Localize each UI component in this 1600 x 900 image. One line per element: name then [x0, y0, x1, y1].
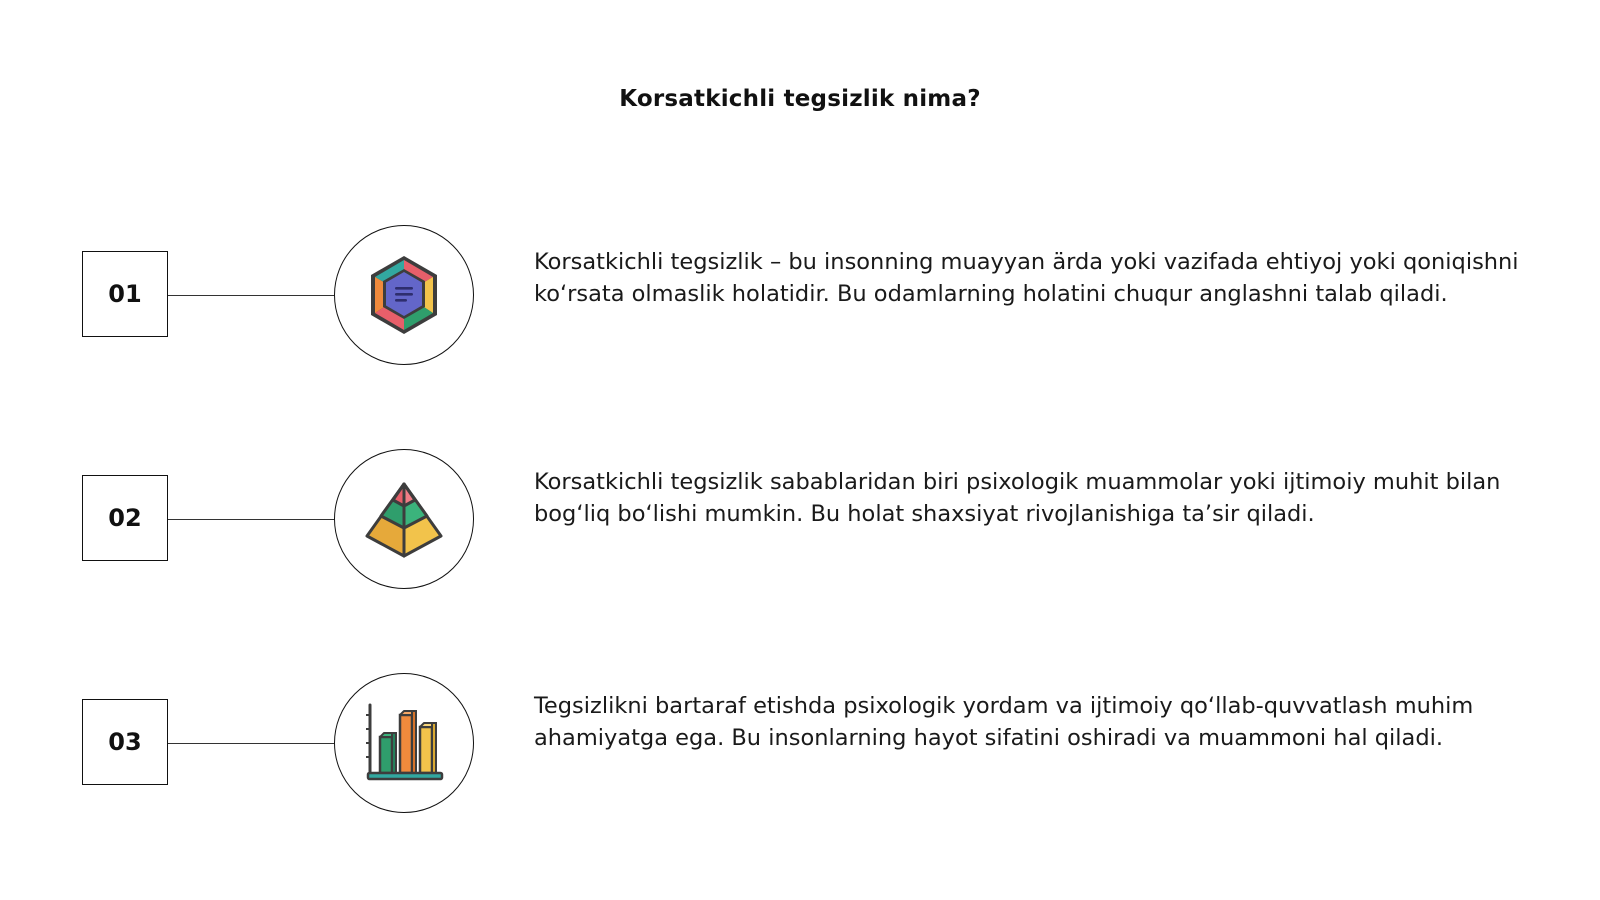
- list-item: [0, 673, 1600, 813]
- item-number-box: 01: [82, 251, 168, 337]
- connector-line: [168, 295, 334, 296]
- item-number-box: 02: [82, 475, 168, 561]
- connector-line: [168, 519, 334, 520]
- list-item: [0, 449, 1600, 589]
- page-title: Korsatkichli tegsizlik nima?: [619, 86, 981, 112]
- bar-chart-icon: [334, 673, 474, 813]
- item-description: Korsatkichli tegsizlik sabablaridan biri psixologik muammolar yoki ijtimoiy muhit bilan bog‘liq bo‘lishi mumkin. Bu holat shaxsiyat rivojlanishiga ta’sir qiladi.: [534, 469, 1501, 527]
- item-number-box: 03: [82, 699, 168, 785]
- connector-line: [168, 743, 334, 744]
- list-item: [0, 225, 1600, 365]
- pyramid-icon: [334, 449, 474, 589]
- item-description: Tegsizlikni bartaraf etishda psixologik yordam va ijtimoiy qo‘llab-quvvatlash muhim ahamiyatga ega. Bu insonlarning hayot sifatini oshiradi va muammoni hal qiladi.: [534, 693, 1474, 751]
- hexagon-document-icon: [334, 225, 474, 365]
- item-description: Korsatkichli tegsizlik – bu insonning muayyan ärda yoki vazifada ehtiyoj yoki qoniqishni ko‘rsata olmaslik holatidir. Bu odamlarning holatini chuqur anglashni talab qiladi.: [534, 249, 1519, 307]
